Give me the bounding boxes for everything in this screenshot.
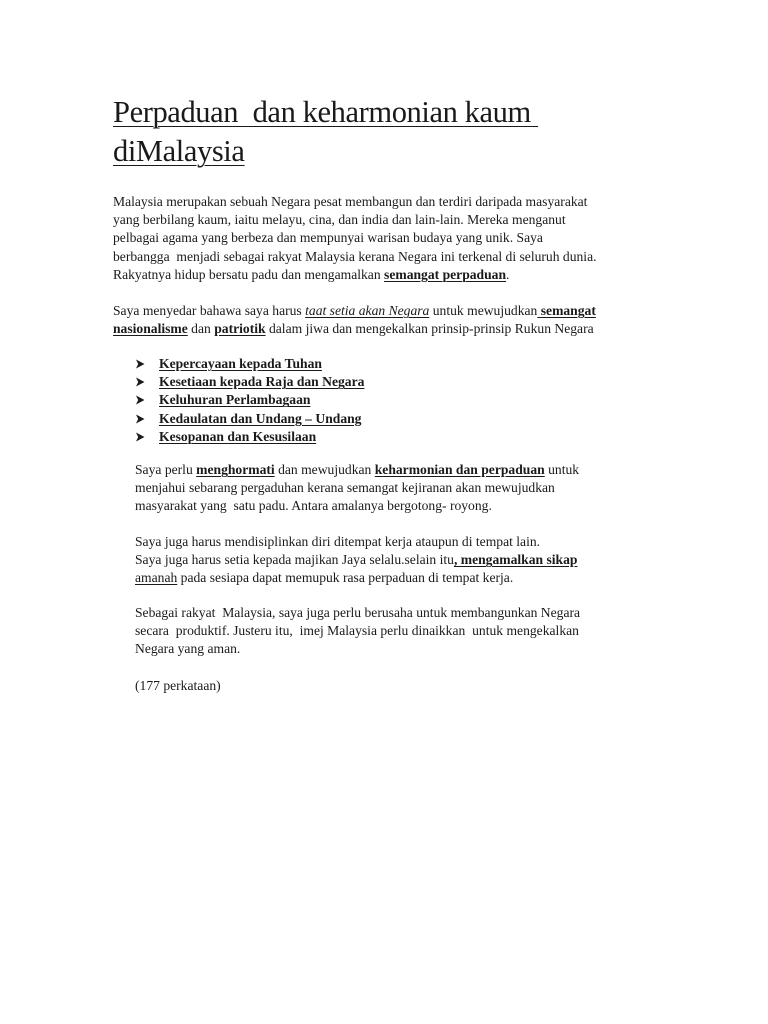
text-line: Sebagai rakyat Malaysia, saya juga perlu berusaha untuk membangunkan Negara <box>135 605 581 620</box>
arrowhead-bullet-icon <box>135 377 159 387</box>
text-run: dan <box>187 321 215 337</box>
paragraph-intro <box>113 193 653 284</box>
paragraph-productivity <box>135 604 655 659</box>
emphasis-semangat: semangat <box>537 303 596 318</box>
paragraph-discipline <box>135 533 655 588</box>
rukun-negara-list <box>135 355 364 446</box>
emphasis-keharmonian: keharmonian dan perpaduan <box>374 462 545 477</box>
text-line: Malaysia merupakan sebuah Negara pesat membangun dan terdiri daripada masyarakat <box>113 194 588 209</box>
list-item <box>135 428 364 446</box>
list-item-label: Kesetiaan kepada Raja dan Negara <box>159 374 365 390</box>
text-line <box>113 302 653 320</box>
text-line <box>113 320 653 338</box>
text-line: pelbagai agama yang berbeza dan mempunyai warisan budaya yang unik. Saya <box>113 230 543 246</box>
text-run: pada sesiapa dapat memupuk rasa perpaduan di tempat kerja. <box>177 570 514 586</box>
emphasis-menghormati: menghormati <box>196 462 275 477</box>
paragraph-loyalty <box>113 302 653 338</box>
text-line: masyarakat yang satu padu. Antara amalanya bergotong- royong. <box>135 498 492 514</box>
emphasis-amanah: amanah <box>135 570 178 586</box>
text-line: berbangga menjadi sebagai rakyat Malaysia kerana Negara ini terkenal di seluruh dunia. <box>113 248 597 264</box>
arrowhead-bullet-icon <box>135 359 159 369</box>
arrowhead-bullet-icon <box>135 414 159 424</box>
paragraph-respect <box>135 461 655 516</box>
word-count <box>135 677 655 695</box>
document-title <box>113 93 673 171</box>
text-line: yang berbilang kaum, iaitu melayu, cina, dan india dan lain-lain. Mereka menganut <box>113 212 566 228</box>
text-line: Saya juga harus mendisiplinkan diri ditempat kerja ataupun di tempat lain. <box>135 534 541 549</box>
arrowhead-bullet-icon <box>135 432 159 442</box>
text-line <box>135 569 655 587</box>
list-item <box>135 373 364 391</box>
list-item-label: Kesopanan dan Kesusilaan <box>159 428 317 444</box>
emphasis-taat-setia: taat setia akan Negara <box>305 303 430 318</box>
list-item <box>135 355 364 373</box>
text-line <box>135 461 655 479</box>
text-run: dalam jiwa dan mengekalkan prinsip-prinsip Rukun Negara <box>265 321 594 337</box>
text-run: Rakyatnya hidup bersatu padu dan mengamalkan <box>113 266 385 282</box>
text-run: Saya juga harus setia kepada majikan Jaya selalu.selain itu <box>135 552 454 568</box>
text-run: untuk mewujudkan <box>429 303 538 318</box>
title-line-1: Perpaduan dan keharmonian kaum <box>113 95 539 129</box>
list-item-label: Keluhuran Perlambagaan <box>159 392 311 408</box>
list-item <box>135 410 364 428</box>
text-run: Saya menyedar bahawa saya harus <box>113 303 306 318</box>
text-run: dan mewujudkan <box>274 462 375 477</box>
emphasis-nasionalisme: nasionalisme <box>113 321 188 337</box>
list-item-label: Kedaulatan dan Undang – Undang <box>159 410 362 426</box>
emphasis-mengamalkan-sikap: , mengamalkan sikap <box>453 552 578 568</box>
list-item <box>135 391 364 409</box>
title-line-2: diMalaysia <box>113 134 245 168</box>
text-run: . <box>506 266 510 282</box>
text-run: Saya perlu <box>135 462 197 477</box>
text-line: menjahui sebarang pergaduhan kerana semangat kejiranan akan mewujudkan <box>135 480 555 496</box>
text-line: Negara yang aman. <box>135 641 241 657</box>
text-line: secara produktif. Justeru itu, imej Malaysia perlu dinaikkan untuk mengekalkan <box>135 623 579 639</box>
text-line <box>135 551 655 569</box>
word-count-text: (177 perkataan) <box>135 678 221 693</box>
text-line <box>113 266 653 284</box>
emphasis-patriotik: patriotik <box>214 321 266 337</box>
list-item-label: Kepercayaan kepada Tuhan <box>159 356 322 371</box>
arrowhead-bullet-icon <box>135 395 159 405</box>
text-run: untuk <box>544 462 580 477</box>
emphasis-semangat-perpaduan: semangat perpaduan <box>384 266 507 282</box>
